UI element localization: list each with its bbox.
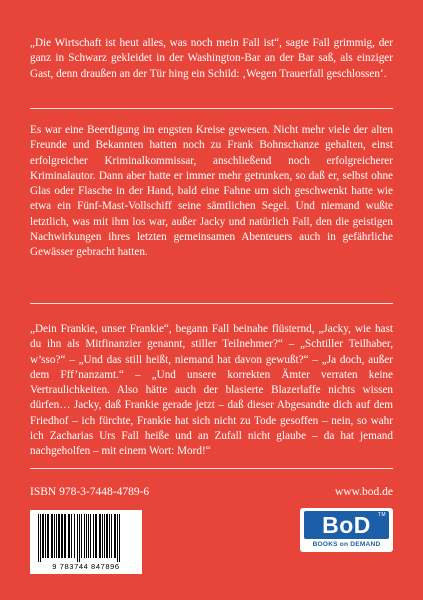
barcode-bar — [40, 514, 41, 562]
barcode-bar — [99, 514, 101, 558]
divider — [30, 468, 393, 469]
barcode-bar — [88, 514, 89, 558]
barcode-bar — [77, 514, 78, 562]
barcode-bar — [114, 514, 116, 558]
barcode-bar — [102, 514, 103, 558]
barcode-bar — [93, 514, 94, 558]
barcode-bar — [109, 514, 110, 558]
barcode-bar — [119, 514, 120, 562]
barcode-bar — [38, 514, 39, 562]
blurb-paragraph-1: „Die Wirtschaft ist heut alles, was noch mein Fall ist“, sagte Fall grimmig, der ganz in Schwarz gekleidet in der Washington-Bar an der Bar saß, als einziger Gast, denn draußen an der Tür hing ein Schild: ‚Wegen Trauerfall geschlossen‘. — [30, 37, 393, 80]
isbn-text: ISBN 978-3-7448-4789-6 — [30, 486, 150, 498]
barcode-bar — [104, 514, 105, 558]
blurb-paragraph-3: „Dein Frankie, unser Frankie“, begann Fall beinahe flüsternd, „Jacky, wie hast du ihn als Mitfinanzier genannt, stiller Teilnehmer?“ – „Schtiller Teilhaber, w’sso?“ – „Und das still heißt, niemand hat davon gewußt?“ – „Ja doch, außer dem Fff’nanzamt.“ – „Und unsere korrekten Ämter verraten keine Vertraulichkeiten. Also hätte auch der blasierte Blazerlaffe nichts wissen dürfen… Jacky, daß Frankie gerade jetzt – daß dieser Abgesandte dich auf dem Friedhof – ich fürchte, Frankie hat sich nicht zu Tode gesoffen – nein, so wahr ich Zacharias Urs Fall heiße und an Zufall nicht glaube – da hat jemand nachgeholfen – mit einem Wort: Mord!“ — [30, 323, 393, 458]
barcode-bar — [68, 514, 70, 558]
logo-trademark: TM — [377, 512, 386, 518]
barcode-bar — [47, 514, 49, 558]
logo-tagline: BOOKS on DEMAND — [312, 541, 381, 548]
website-text: www.bod.de — [334, 486, 393, 498]
barcode-bar — [71, 514, 72, 558]
logo-mark — [304, 511, 389, 539]
barcode-bar — [90, 514, 91, 558]
barcode-bar — [111, 514, 112, 558]
blurb-paragraph-2: Es war eine Beerdigung im engsten Kreise gewesen. Nicht mehr viele der alten Freunde und Bekannten hatten noch zu Frank Bohnschanze gehalten, einst erfolgreicher Kriminalkommissar, anschließend noch erfolgreicherer Kriminalautor. Dann aber hatte er immer mehr getrunken, so daß er, selbst ohne Glas oder Flasche in der Hand, bald eine Fahne um sich geschwenkt hatte wie etwa ein Fünf-Mast-Vollschiff seine sämtlichen Segel. Und niemand wußte letztlich, was mit ihm los war, außer Jacky und natürlich Fall, den die geistigen Nachwirkungen ihres letzten gemeinsamen Abenteuers auch in gefährliche Gewässer gebracht hatten. — [30, 124, 393, 259]
barcode-bar — [81, 514, 82, 558]
barcode — [30, 510, 142, 574]
barcode-bar — [64, 514, 66, 558]
barcode-bar — [74, 514, 75, 558]
barcode-bar — [79, 514, 80, 562]
divider — [30, 108, 393, 109]
barcode-bar — [42, 514, 44, 558]
barcode-bar — [84, 514, 85, 558]
barcode-bar — [51, 514, 53, 558]
barcode-bar — [45, 514, 46, 558]
barcode-digits: 9 783744 847896 — [52, 562, 120, 571]
logo-name: BoD — [322, 512, 371, 538]
barcode-bar — [117, 514, 118, 562]
barcode-bar — [56, 514, 57, 558]
divider — [30, 303, 393, 304]
barcode-bar — [95, 514, 97, 558]
barcode-bar — [86, 514, 87, 558]
barcode-bar — [54, 514, 55, 558]
publisher-logo — [300, 508, 393, 552]
barcode-bar — [61, 514, 63, 558]
barcode-bar — [106, 514, 108, 558]
barcode-bar — [58, 514, 60, 558]
barcode-bars — [30, 510, 142, 562]
